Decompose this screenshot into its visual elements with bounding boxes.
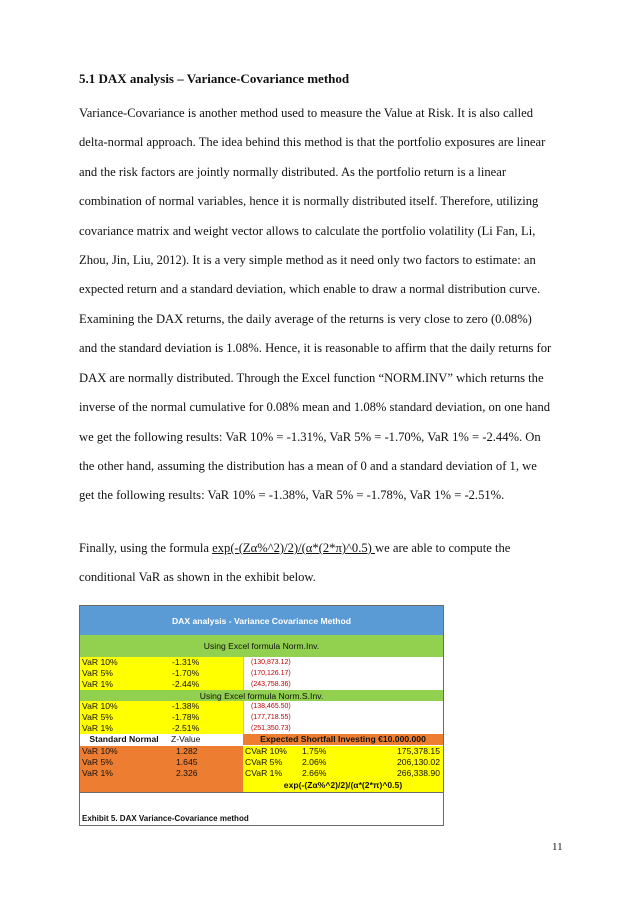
row-cvar-percent: 1.75% bbox=[302, 746, 327, 756]
row-amount: (138,465.50) bbox=[251, 703, 291, 710]
row-percent: -1.70% bbox=[172, 668, 200, 678]
paragraph-line: DAX are normally distributed. Through the Excel function “NORM.INV” which returns the bbox=[79, 370, 544, 385]
row-label: VaR 5% bbox=[82, 668, 113, 678]
paragraph-line: covariance matrix and weight vector allows to calculate the portfolio volatility (Li Fan, Li, bbox=[79, 223, 536, 238]
paragraph-line: and the risk factors are jointly normally distributed. As the portfolio return is a linear bbox=[79, 164, 507, 179]
table-row bbox=[80, 701, 443, 712]
row-amount: (170,126.17) bbox=[251, 670, 291, 677]
table-row bbox=[80, 668, 443, 679]
table-row bbox=[80, 657, 443, 668]
paragraph-line: expected return and a standard deviation, which enable to draw a normal distribution curve. bbox=[79, 282, 541, 297]
section-heading: 5.1 DAX analysis – Variance-Covariance method bbox=[79, 71, 350, 86]
row-amount: (251,350.73) bbox=[251, 725, 291, 732]
section-title-norm-inv: Using Excel formula Norm.Inv. bbox=[80, 635, 443, 657]
row-cvar-label: CVaR 10% bbox=[245, 746, 287, 756]
paragraph-line: Variance-Covariance is another method used to measure the Value at Risk. It is also called bbox=[79, 106, 534, 120]
row-amount: (130,873.12) bbox=[251, 659, 291, 666]
paragraph-formula bbox=[79, 534, 564, 593]
row-cvar-percent: 2.66% bbox=[302, 768, 327, 778]
paragraph-line: Examining the DAX returns, the daily average of the returns is very close to zero (0.08%) bbox=[79, 312, 532, 326]
paragraph-line: conditional VaR as shown in the exhibit below. bbox=[79, 570, 316, 585]
paragraph-line: Zhou, Jin, Liu, 2012). It is a very simple method as it need only two factors to estimate: an bbox=[79, 252, 536, 267]
table-row bbox=[80, 679, 443, 690]
grid-divider bbox=[80, 792, 443, 793]
row-amount: (177,718.55) bbox=[251, 714, 291, 721]
exhibit-table bbox=[79, 605, 444, 826]
table-row bbox=[80, 723, 443, 734]
row-percent: -1.78% bbox=[172, 712, 200, 722]
row-label: VaR 10% bbox=[82, 701, 118, 711]
row-amount: (243,758.36) bbox=[251, 681, 291, 688]
row-label: VaR 5% bbox=[82, 757, 113, 767]
table-row bbox=[80, 746, 443, 757]
header-expected-shortfall: Expected Shortfall Investing €10.000.000 bbox=[243, 734, 443, 745]
paragraph-line: get the following results: VaR 10% = -1.38%, VaR 5% = -1.78%, VaR 1% = -2.51%. bbox=[79, 488, 505, 503]
row-percent: -1.31% bbox=[172, 657, 200, 667]
exhibit-caption: Exhibit 5. DAX Variance-Covariance method bbox=[82, 814, 249, 823]
formula-text: exp(-(Zα%^2)/2)/(α*(2*π)^0.5) bbox=[212, 541, 376, 555]
paragraph-text: Finally, using the formula bbox=[79, 541, 213, 555]
row-label: VaR 5% bbox=[82, 712, 113, 722]
grid-divider bbox=[243, 701, 244, 734]
header-standard-normal: Standard Normal bbox=[80, 734, 168, 745]
paragraph-line: and the standard deviation is 1.08%. Hence, it is reasonable to affirm that the daily returns for bbox=[79, 341, 552, 356]
row-label: VaR 1% bbox=[82, 723, 113, 733]
row-label: VaR 10% bbox=[82, 657, 118, 667]
formula-caption-row bbox=[80, 779, 443, 792]
paragraph-line: the other hand, assuming the distribution has a mean of 0 and a standard deviation of 1, we bbox=[79, 458, 537, 473]
row-label: VaR 10% bbox=[82, 746, 118, 756]
row-percent: -2.44% bbox=[172, 679, 200, 689]
row-label: VaR 1% bbox=[82, 679, 113, 689]
row-cvar-amount: 175,378.15 bbox=[396, 746, 440, 756]
paragraph-line: inverse of the normal cumulative for 0.08% mean and 1.08% standard deviation, on one hand bbox=[79, 400, 551, 415]
table-row bbox=[80, 768, 443, 779]
section-title-norm-s-inv: Using Excel formula Norm.S.Inv. bbox=[80, 690, 443, 701]
paragraph-text: we are able to compute the bbox=[375, 541, 511, 555]
formula-caption: exp(-(Zα%^2)/2)/(α*(2*π)^0.5) bbox=[243, 779, 443, 792]
header-z-value: Z-Value bbox=[168, 734, 246, 745]
grid-divider bbox=[243, 657, 244, 690]
paragraph-line bbox=[79, 534, 564, 563]
table-row bbox=[80, 757, 443, 768]
row-percent: -2.51% bbox=[172, 723, 200, 733]
paragraph-intro bbox=[79, 99, 564, 305]
row-z-value: 2.326 bbox=[176, 768, 198, 778]
row-cvar-label: CVaR 1% bbox=[245, 768, 283, 778]
table-row bbox=[80, 712, 443, 723]
row-z-value: 1.645 bbox=[176, 757, 198, 767]
page-number: 11 bbox=[552, 841, 563, 853]
paragraph-line: delta-normal approach. The idea behind this method is that the portfolio exposures are linear bbox=[79, 135, 546, 150]
paragraph-line: combination of normal variables, hence it is normally distributed itself. Therefore, utilizing bbox=[79, 194, 539, 209]
row-percent: -1.38% bbox=[172, 701, 200, 711]
table-header-row bbox=[80, 734, 443, 745]
exhibit-title: DAX analysis - Variance Covariance Method bbox=[80, 606, 443, 635]
row-cvar-label: CVaR 5% bbox=[245, 757, 283, 767]
row-label: VaR 1% bbox=[82, 768, 113, 778]
row-cvar-percent: 2.06% bbox=[302, 757, 327, 767]
row-cvar-amount: 266,338.90 bbox=[396, 768, 440, 778]
paragraph-line: we get the following results: VaR 10% = -1.31%, VaR 5% = -1.70%, VaR 1% = -2.44%. On bbox=[79, 429, 541, 444]
paragraph-dax-returns bbox=[79, 305, 564, 511]
row-bg bbox=[80, 779, 243, 792]
row-cvar-amount: 206,130.02 bbox=[396, 757, 440, 767]
row-z-value: 1.282 bbox=[176, 746, 198, 756]
